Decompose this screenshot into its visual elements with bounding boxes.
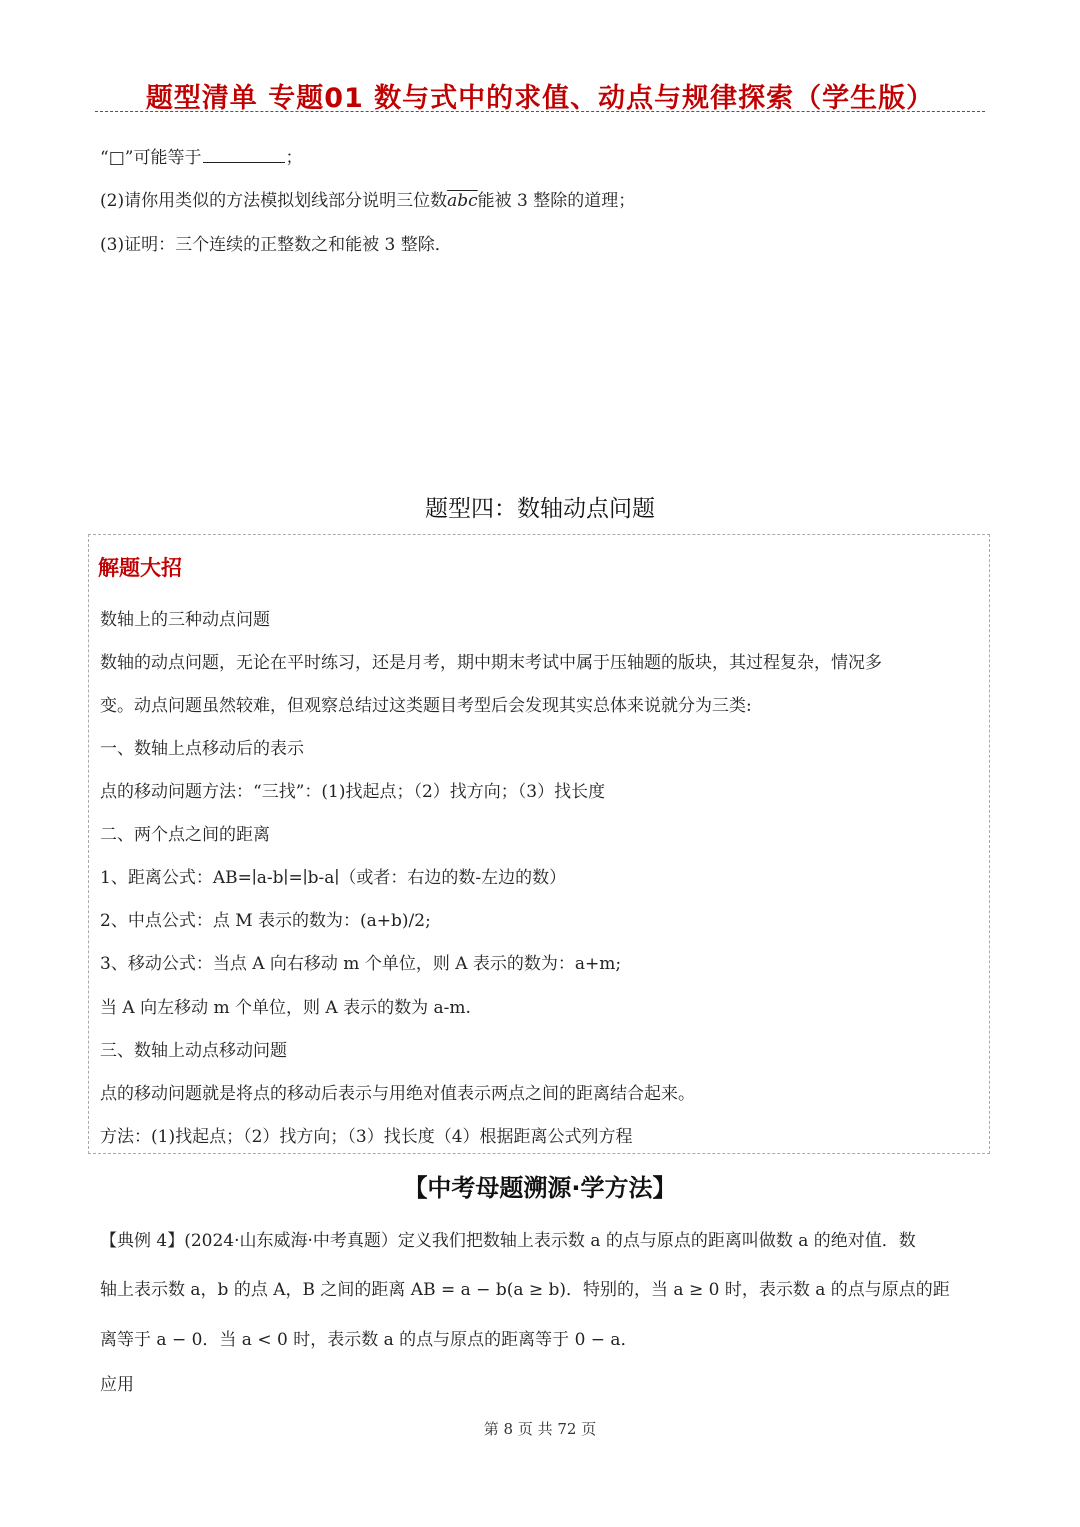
tips-line: 数轴上的三种动点问题	[100, 610, 270, 630]
tips-line: 三、数轴上动点移动问题	[100, 1041, 287, 1061]
three-digit-number-abc: $\overline{abc}$	[447, 191, 478, 211]
question-line-1-suffix: ；	[285, 148, 303, 168]
tips-line: 变。动点问题虽然较难，但观察总结过这类题目考型后会发现其实总体来说就分为三类:	[100, 696, 752, 716]
tips-line: 方法：(1)找起点；（2）找方向；（3）找长度（4）根据距离公式列方程	[100, 1127, 633, 1147]
page-header-title: 题型清单 专题01 数与式中的求值、动点与规律探索（学生版）	[145, 83, 935, 114]
mother-question-title: 【中考母题溯源·学方法】	[403, 1174, 677, 1202]
example-line: 轴上表示数 a，b 的点 A，B 之间的距离 AB = a − b(a ≥ b)．特别的，当 a ≥ 0 时，表示数 a 的点与原点的距	[100, 1280, 950, 1300]
tips-line: 数轴的动点问题，无论在平时练习，还是月考，期中期末考试中属于压轴题的版块，其过程复杂，情况多	[100, 653, 882, 673]
answer-blank	[203, 146, 285, 163]
example-line: 离等于 a − 0．当 a < 0 时，表示数 a 的点与原点的距离等于 0 − a．	[100, 1330, 638, 1350]
section-title: 题型四：数轴动点问题	[425, 496, 655, 522]
tips-line: 二、两个点之间的距离	[100, 825, 270, 845]
tips-line: 当 A 向左移动 m 个单位，则 A 表示的数为 a-m.	[100, 998, 471, 1018]
example-line: 【典例 4】(2024·山东威海·中考真题）定义我们把数轴上表示数 a 的点与原点的距离叫做数 a 的绝对值．数	[100, 1231, 916, 1251]
example-line: 应用	[100, 1375, 134, 1395]
header-divider	[95, 111, 985, 112]
question-line-2-prefix: (2)请你用类似的方法模拟划线部分说明三位数	[100, 191, 448, 211]
tips-line: 3、移动公式：当点 A 向右移动 m 个单位，则 A 表示的数为：a+m;	[100, 954, 622, 974]
tips-line: 点的移动问题方法：“三找”：(1)找起点；（2）找方向；（3）找长度	[100, 782, 606, 802]
tips-line: 1、距离公式：AB=∣a-b∣=∣b-a∣（或者：右边的数-左边的数）	[100, 868, 567, 888]
question-line-3: (3)证明：三个连续的正整数之和能被 3 整除．	[100, 235, 452, 255]
question-line-2-suffix: 能被 3 整除的道理；	[477, 191, 636, 211]
question-line-1-prefix: “□”可能等于	[100, 148, 202, 168]
tips-line: 2、中点公式：点 M 表示的数为：(a+b)/2;	[100, 911, 431, 931]
tips-heading: 解题大招	[98, 556, 182, 580]
tips-line: 一、数轴上点移动后的表示	[100, 739, 304, 759]
question-line-1	[100, 143, 302, 168]
page-footer: 第 8 页 共 72 页	[483, 1420, 597, 1438]
question-line-2	[100, 186, 635, 211]
tips-line: 点的移动问题就是将点的移动后表示与用绝对值表示两点之间的距离结合起来。	[100, 1084, 695, 1104]
